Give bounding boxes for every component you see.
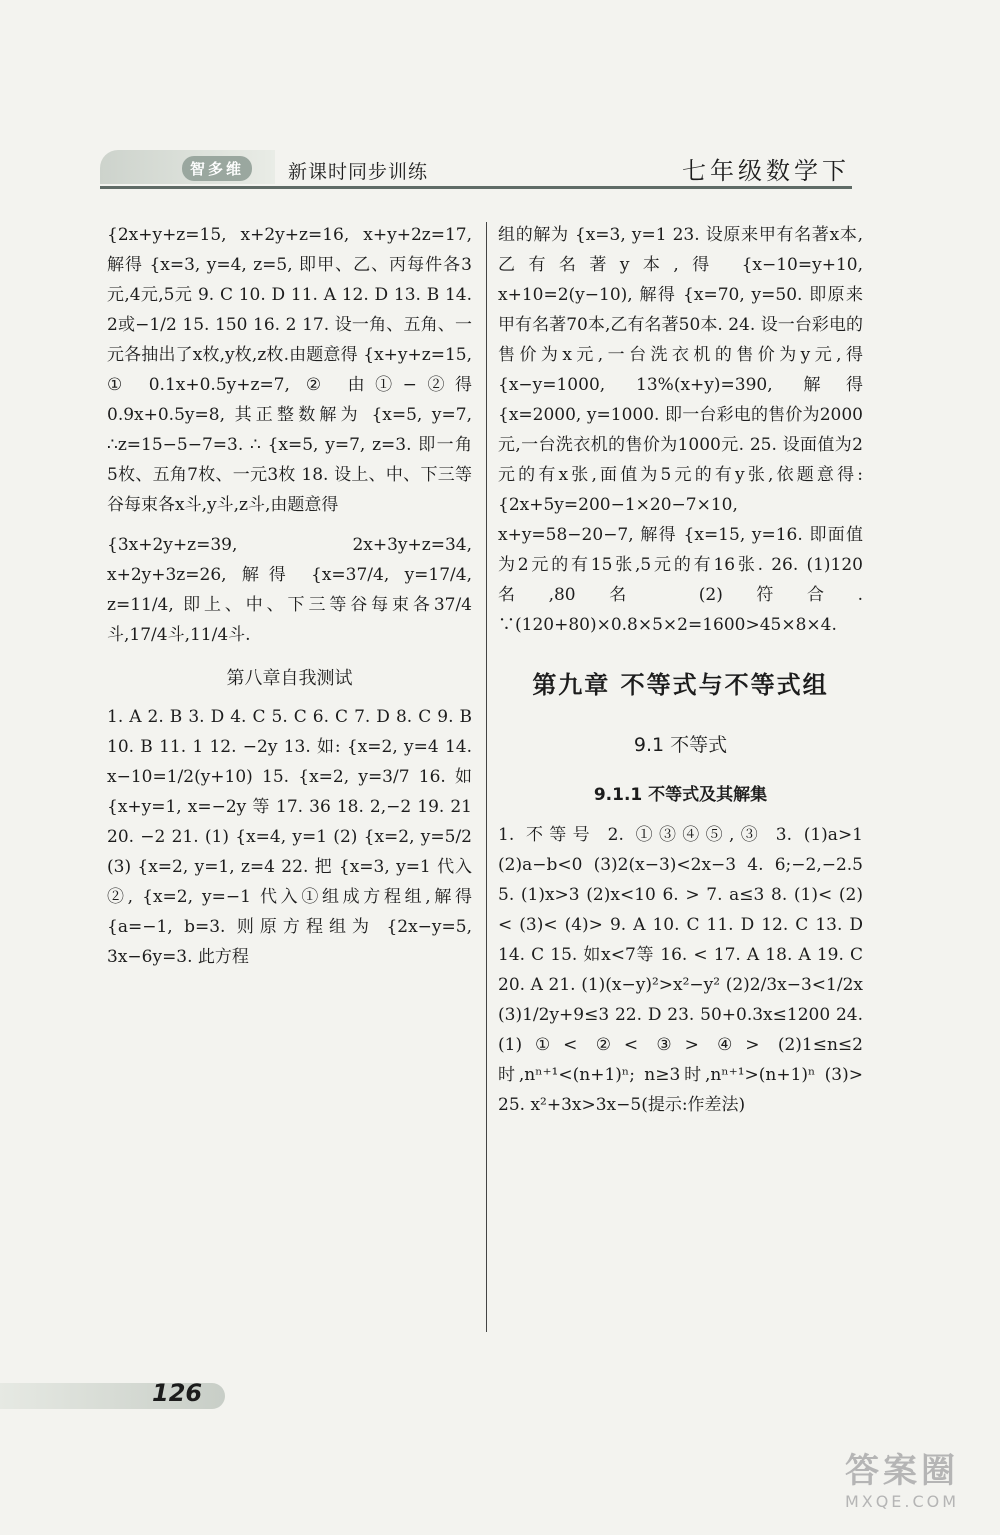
section-heading: 第八章自我测试 <box>226 668 353 689</box>
answer-block: 1. 不等号 2. ①③④⑤,③ 3. (1)a>1 (2)a−b<0 (3)2(x−3)<2x−3 4. 6;−2,−2.5 5. (1)x>3 (2)x<10 6. > 7. a≤3 8. (1)< (2)< (3)< (4)> 9. A 10. C 11. D 12. C 13. D 14. C 15. 如x<7等 16. < 17. A 18. A 19. C 20. A 21. (1)(x−y)²>x²−y² (2)2/3x−3<1/2x (3)1/2y+9≤3 22. D 23. 50+0.3x≤1200 24. (1)①< ②< ③> ④> (2)1≤n≤2时,nⁿ⁺¹<(n+1)ⁿ; n≥3时,nⁿ⁺¹>(n+1)ⁿ (3)> 25. x²+3x>3x−5(提示:作差法) <box>498 825 863 1115</box>
watermark-url: MXQE.COM <box>844 1492 960 1511</box>
watermark-logo <box>822 1443 982 1523</box>
right-column <box>498 220 863 1123</box>
section-title: 9.1 不等式 <box>633 734 728 756</box>
series-title: 新课时同步训练 <box>288 161 429 183</box>
book-title: 七年级数学下 <box>682 157 850 185</box>
left-column <box>107 220 472 975</box>
answer-block: {2x+y+z=15, x+2y+z=16, x+y+2z=17, 解得 {x=3, y=4, z=5, 即甲、乙、丙每件各3元,4元,5元 9. C 10. D 11. A 12. D 13. B 14. 2或−1/2 15. 150 16. 2 17. 设一角、五角、一元各抽出了x枚,y枚,z枚.由题意得 {x+y+z=15, ① 0.1x+0.5y+z=7, ② 由①−②得 0.9x+0.5y=8, 其正整数解为 {x=5, y=7, ∴z=15−5−7=3. ∴ {x=5, y=7, z=3. 即一角5枚、五角7枚、一元3枚 18. 设上、中、下三等谷每束各x斗,y斗,z斗,由题意得 <box>107 225 472 515</box>
brand-logo: 智多维 <box>182 156 252 181</box>
subsection-title: 9.1.1 不等式及其解集 <box>593 785 768 805</box>
answer-block: 1. A 2. B 3. D 4. C 5. C 6. C 7. D 8. C 9. B 10. B 11. 1 12. −2y 13. 如: {x=2, y=4 14. x−10=1/2(y+10) 15. {x=2, y=3/7 16. 如 {x+y=1, x=−2y 等 17. 36 18. 2,−2 19. 21 20. −2 21. (1) {x=4, y=1 (2) {x=2, y=5/2 (3) {x=2, y=1, z=4 22. 把 {x=3, y=1 代入②, {x=2, y=−1 代入①组成方程组,解得 {a=−1, b=3. 则原方程组为 {2x−y=5, 3x−6y=3. 此方程 <box>107 707 472 967</box>
column-divider <box>486 222 487 1332</box>
chapter-title: 第九章 不等式与不等式组 <box>532 671 829 699</box>
answer-block: 组的解为 {x=3, y=1 23. 设原来甲有名著x本,乙有名著y本,得 {x−10=y+10, x+10=2(y−10), 解得 {x=70, y=50. 即原来甲有名著70本,乙有名著50本. 24. 设一台彩电的售价为x元,一台洗衣机的售价为y元,得 {x−y=1000, 13%(x+y)=390, 解得 {x=2000, y=1000. 即一台彩电的售价为2000元,一台洗衣机的售价为1000元. 25. 设面值为2元的有x张,面值为5元的有y张,依题意得: {2x+5y=200−1×20−7×10, x+y=58−20−7, 解得 {x=15, y=16. 即面值为2元的有15张,5元的有16张. 26. (1)120名,80名 (2)符合. ∵(120+80)×0.8×5×2=1600>45×8×4. <box>498 225 863 635</box>
page-number: 126 <box>152 1379 203 1407</box>
watermark-text: 答案圈 <box>845 1451 959 1491</box>
answer-block: {3x+2y+z=39, 2x+3y+z=34, x+2y+3z=26, 解得 {x=37/4, y=17/4, z=11/4, 即上、中、下三等谷每束各37/4斗,17/4斗,11/4斗. <box>107 535 472 645</box>
